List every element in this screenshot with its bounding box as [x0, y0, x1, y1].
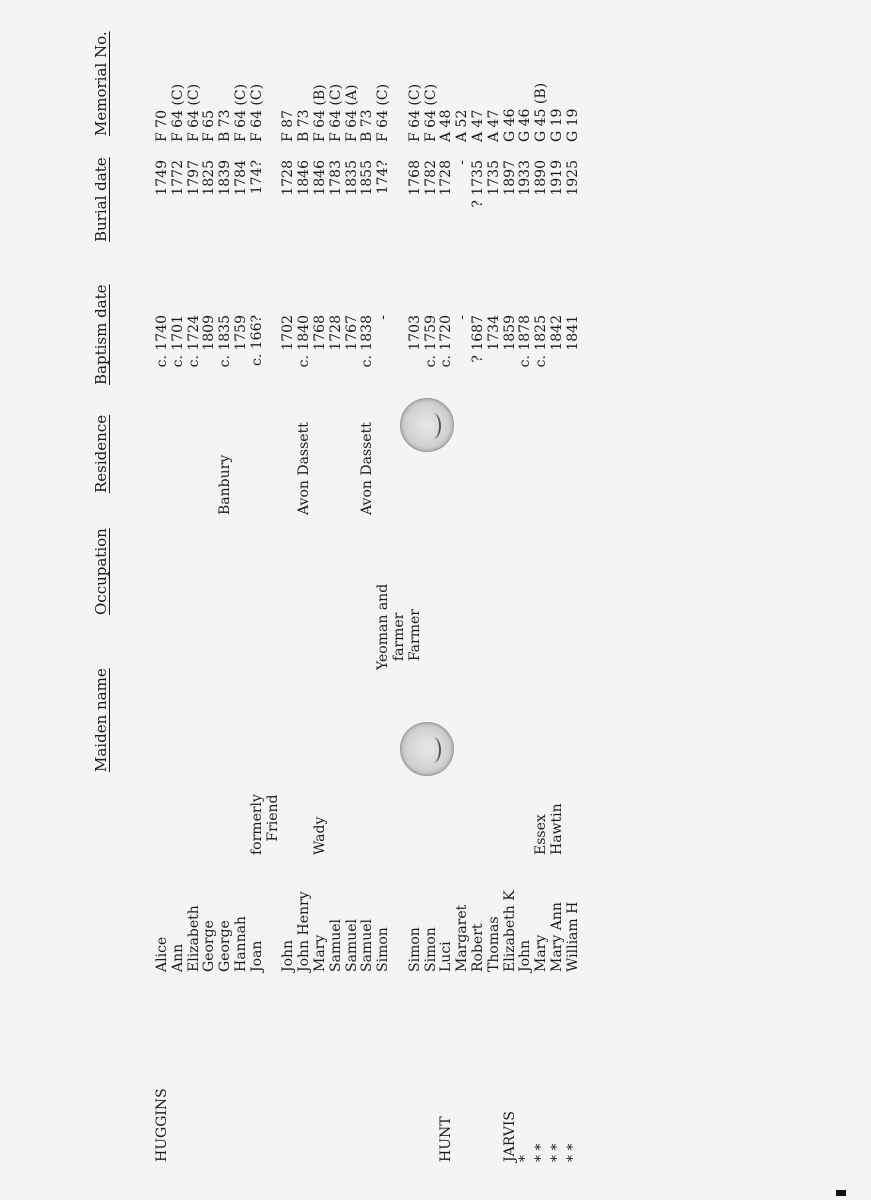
- header-occupation: Occupation: [92, 528, 110, 615]
- occupation-cell: [171, 530, 187, 670]
- surname-column: [155, 1042, 582, 1162]
- baptism-cell: 1842: [548, 315, 565, 351]
- memorial-cell: F 64 (A): [343, 84, 360, 142]
- occupation-cell: [534, 530, 550, 670]
- memorial-cell: G 19: [564, 108, 581, 142]
- burial-cell: [266, 160, 282, 250]
- memorial-cell: B 73: [359, 109, 376, 142]
- burial-cell: 174?: [248, 160, 265, 195]
- burial-cell: 1783: [327, 160, 344, 196]
- occupation-cell: [471, 530, 487, 670]
- burial-cell: [392, 160, 408, 250]
- baptism-cell: c. 1878: [517, 315, 534, 368]
- memorial-cell: F 64 (C): [375, 83, 392, 142]
- forename-cell: Elizabeth: [185, 905, 202, 972]
- occupation-cell: [202, 530, 218, 670]
- surname-cell: [487, 1042, 503, 1162]
- burial-cell: 1784: [232, 160, 249, 196]
- occupation-cell: [218, 530, 234, 670]
- baptism-cell: -: [375, 315, 392, 320]
- forename-cell: John Henry: [296, 891, 313, 972]
- surname-cell: [376, 1042, 392, 1162]
- occupation-cell: [313, 530, 329, 670]
- forename-cell: Margaret: [454, 904, 471, 972]
- occupation-cell: [503, 530, 519, 670]
- occupation-cell: [518, 530, 534, 670]
- maiden-cell: [455, 735, 471, 855]
- baptism-cell: c. 1759: [422, 315, 439, 368]
- baptism-cell: c. 1724: [185, 315, 202, 368]
- occupation-cell: Farmer: [406, 609, 423, 670]
- surname-cell: [281, 1042, 297, 1162]
- burial-cell: 1749: [154, 160, 170, 196]
- forename-cell: Luci: [438, 941, 455, 972]
- burial-cell: 1728: [280, 160, 297, 196]
- baptism-cell: 1759: [232, 315, 249, 351]
- memorial-cell: F 65: [201, 110, 218, 142]
- maiden-cell: [566, 735, 582, 855]
- occupation-cell: farmer: [390, 612, 407, 670]
- occupation-cell: [566, 530, 582, 670]
- memorial-cell: F 64 (C): [169, 83, 186, 142]
- baptism-cell: 1859: [501, 315, 518, 351]
- maiden-cell: [345, 735, 361, 855]
- occupation-cell: [250, 530, 266, 670]
- forename-cell: Simon: [406, 927, 423, 972]
- forename-cell: Ann: [169, 943, 186, 972]
- memorial-cell: G 46: [501, 108, 518, 142]
- surname-cell: *: [517, 1155, 534, 1162]
- surname-cell: [250, 1042, 266, 1162]
- maiden-cell: [171, 735, 187, 855]
- occupation-cell: [550, 530, 566, 670]
- memorial-cell: B 73: [217, 109, 234, 142]
- memorial-cell: F 64 (C): [422, 83, 439, 142]
- memorial-cell: F 70: [154, 110, 170, 142]
- maiden-cell: [518, 735, 534, 855]
- maiden-cell: [503, 735, 519, 855]
- maiden-cell: [281, 735, 297, 855]
- surname-cell: [187, 1042, 203, 1162]
- occupation-cell: [329, 530, 345, 670]
- surname-cell: [218, 1042, 234, 1162]
- surname-cell: * *: [564, 1143, 581, 1162]
- memorial-cell: B 73: [296, 109, 313, 142]
- baptism-cell: c. 1701: [169, 315, 186, 368]
- surname-cell: HUGGINS: [154, 1088, 170, 1162]
- burial-cell: 1846: [311, 160, 328, 196]
- surname-cell: [471, 1042, 487, 1162]
- surname-cell: [234, 1042, 250, 1162]
- forename-cell: Thomas: [485, 916, 502, 972]
- maiden-cell: [155, 735, 171, 855]
- burial-cell: 1855: [359, 160, 376, 196]
- baptism-cell: 1841: [564, 315, 581, 351]
- surname-cell: [345, 1042, 361, 1162]
- baptism-cell: c. 1825: [533, 315, 550, 368]
- header-maiden-name: Maiden name: [92, 668, 110, 772]
- occupation-cell: [424, 530, 440, 670]
- burial-cell: 1846: [296, 160, 313, 196]
- surname-cell: [202, 1042, 218, 1162]
- forename-cell: Alice: [154, 936, 170, 972]
- surname-cell: [424, 1042, 440, 1162]
- maiden-cell: Friend: [264, 794, 281, 855]
- maiden-cell: [360, 735, 376, 855]
- surname-cell: [360, 1042, 376, 1162]
- maiden-cell: formerly: [248, 794, 265, 855]
- memorial-cell: A 48: [438, 109, 455, 142]
- burial-cell: 1835: [343, 160, 360, 196]
- baptism-cell: c. 166?: [248, 315, 265, 366]
- memorial-cell: A 47: [485, 109, 502, 142]
- occupation-cell: [234, 530, 250, 670]
- baptism-cell: [266, 315, 282, 405]
- baptism-cell: c. 1835: [217, 315, 234, 368]
- occupation-cell: [345, 530, 361, 670]
- forename-cell: Simon: [422, 927, 439, 972]
- baptism-cell: 1702: [280, 315, 297, 351]
- surname-cell: [313, 1042, 329, 1162]
- burial-cell: 1925: [564, 160, 581, 196]
- occupation-cell: [439, 530, 455, 670]
- surname-cell: [392, 1042, 408, 1162]
- header-memorial-no: Memorial No.: [92, 31, 110, 136]
- baptism-cell: [392, 315, 408, 405]
- forename-cell: Simon: [375, 927, 392, 972]
- memorial-no-column: [155, 12, 582, 142]
- memorial-cell: F 64 (C): [248, 83, 265, 142]
- occupation-cell: Yeoman and: [375, 583, 392, 670]
- forename-cell: Hannah: [232, 916, 249, 972]
- maiden-cell: [487, 735, 503, 855]
- residence-cell: Banbury: [217, 454, 234, 515]
- memorial-cell: F 64 (B): [311, 84, 328, 142]
- maiden-cell: [408, 735, 424, 855]
- baptism-cell: 1728: [327, 315, 344, 351]
- memorial-cell: A 52: [454, 109, 471, 142]
- occupation-cell: [266, 530, 282, 670]
- baptism-cell: ? 1687: [469, 315, 486, 363]
- burial-cell: 1933: [517, 160, 534, 196]
- occupation-cell: [281, 530, 297, 670]
- maiden-cell: [187, 735, 203, 855]
- forename-cell: Samuel: [359, 919, 376, 972]
- maiden-cell: [218, 735, 234, 855]
- burial-cell: 1797: [185, 160, 202, 196]
- burial-cell: 1782: [422, 160, 439, 196]
- surname-cell: * *: [533, 1143, 550, 1162]
- baptism-cell: 1734: [485, 315, 502, 351]
- forename-cell: George: [217, 920, 234, 972]
- forename-cell: John: [517, 939, 534, 972]
- memorial-cell: G 46: [517, 108, 534, 142]
- header-baptism-date: Baptism date: [92, 284, 110, 385]
- memorial-cell: F 64 (C): [185, 83, 202, 142]
- burial-cell: 1728: [438, 160, 455, 196]
- maiden-name-column: [155, 735, 582, 855]
- baptism-cell: 1809: [201, 315, 218, 351]
- maiden-cell: [376, 735, 392, 855]
- memorial-cell: [266, 12, 282, 142]
- memorial-cell: A 47: [469, 109, 486, 142]
- occupation-column: [155, 530, 582, 670]
- maiden-cell: Wady: [311, 816, 328, 855]
- memorial-cell: F 64 (C): [232, 83, 249, 142]
- occupation-cell: [455, 530, 471, 670]
- forename-cell: Mary: [533, 934, 550, 972]
- maiden-cell: [329, 735, 345, 855]
- forename-cell: Robert: [469, 923, 486, 972]
- residence-cell: Avon Dassett: [296, 422, 313, 515]
- maiden-cell: [202, 735, 218, 855]
- burial-cell: 1735: [485, 160, 502, 196]
- surname-cell: [297, 1042, 313, 1162]
- baptism-cell: -: [454, 315, 471, 320]
- surname-cell: [329, 1042, 345, 1162]
- surname-cell: [408, 1042, 424, 1162]
- occupation-cell: [297, 530, 313, 670]
- header-burial-date: Burial date: [92, 157, 110, 242]
- maiden-cell: [471, 735, 487, 855]
- baptism-cell: 1768: [311, 315, 328, 351]
- forename-cell: Mary: [311, 934, 328, 972]
- maiden-cell: [297, 735, 313, 855]
- maiden-cell: Essex: [533, 814, 550, 855]
- occupation-cell: [487, 530, 503, 670]
- residence-cell: Avon Dassett: [359, 422, 376, 515]
- memorial-cell: G 45 (B): [533, 82, 550, 142]
- memorial-cell: G 19: [548, 108, 565, 142]
- forename-cell: George: [201, 920, 218, 972]
- maiden-cell: [424, 735, 440, 855]
- maiden-cell: [234, 735, 250, 855]
- surname-cell: [455, 1042, 471, 1162]
- header-residence: Residence: [92, 414, 110, 493]
- forename-cell: Mary Ann: [548, 902, 565, 972]
- surname-cell: * *: [548, 1143, 565, 1162]
- memorial-cell: F 64 (C): [406, 83, 423, 142]
- baptism-cell: c. 1740: [154, 315, 170, 368]
- forename-cell: Elizabeth K: [501, 890, 518, 972]
- baptism-cell: 1767: [343, 315, 360, 351]
- memorial-cell: [392, 12, 408, 142]
- baptism-cell: c. 1720: [438, 315, 455, 368]
- burial-cell: 1772: [169, 160, 186, 196]
- maiden-cell: Hawtin: [548, 803, 565, 855]
- surname-cell: [266, 1042, 282, 1162]
- forename-cell: Samuel: [327, 919, 344, 972]
- burial-cell: 1839: [217, 160, 234, 196]
- surname-cell: JARVIS: [501, 1111, 518, 1162]
- surname-cell: [171, 1042, 187, 1162]
- edge-mark: [836, 1190, 846, 1196]
- forename-cell: William H: [564, 901, 581, 972]
- burial-cell: 174?: [375, 160, 392, 195]
- burial-cell: 1768: [406, 160, 423, 196]
- memorial-cell: F 87: [280, 110, 297, 142]
- burial-cell: ? 1735: [469, 160, 486, 208]
- burial-cell: 1890: [533, 160, 550, 196]
- maiden-cell: [392, 735, 408, 855]
- occupation-cell: [187, 530, 203, 670]
- maiden-cell: [439, 735, 455, 855]
- burial-cell: 1825: [201, 160, 218, 196]
- forename-cell: Joan: [248, 940, 265, 972]
- burial-cell: -: [454, 160, 471, 165]
- forename-cell: John: [280, 939, 297, 972]
- surname-cell: HUNT: [438, 1116, 455, 1162]
- burial-date-column: [155, 160, 582, 250]
- burial-cell: 1897: [501, 160, 518, 196]
- burial-cell: 1919: [548, 160, 565, 196]
- occupation-cell: [155, 530, 171, 670]
- baptism-cell: c. 1838: [359, 315, 376, 368]
- occupation-cell: [360, 530, 376, 670]
- forename-cell: Samuel: [343, 919, 360, 972]
- memorial-cell: F 64 (C): [327, 83, 344, 142]
- baptism-cell: 1703: [406, 315, 423, 351]
- baptism-cell: c. 1840: [296, 315, 313, 368]
- baptism-date-column: [155, 315, 582, 405]
